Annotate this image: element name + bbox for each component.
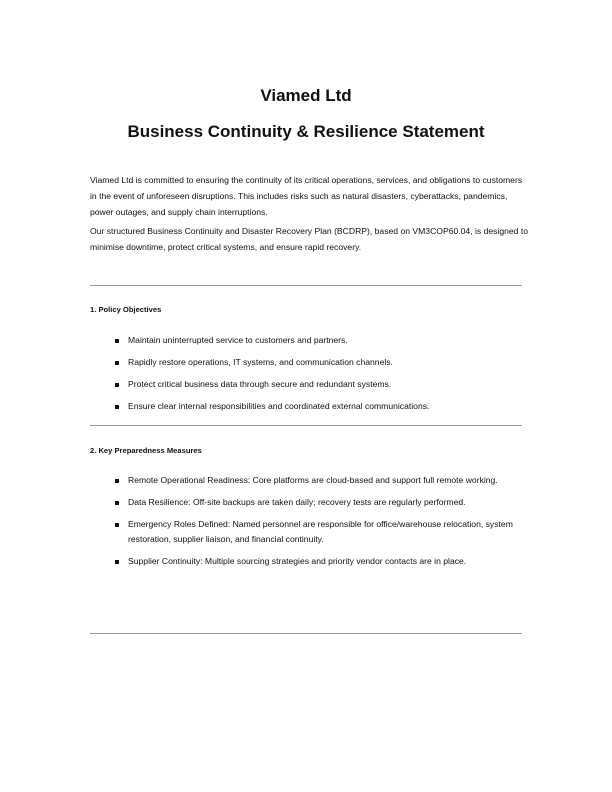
list-item: Protect critical business data through secure and redundant systems. bbox=[118, 377, 528, 392]
section-heading: 1. Policy Objectives bbox=[90, 305, 162, 314]
intro-paragraph: Our structured Business Continuity and Disaster Recovery Plan (BCDRP), based on VM3COP60.04, is designed to minimise downtime, protect critical systems, and ensure rapid recovery. bbox=[90, 226, 529, 252]
intro-paragraph: Viamed Ltd is committed to ensuring the continuity of its critical operations, services, and obligations to customers in the event of unforeseen disruptions. This includes risks such as natural disasters, cyberattacks, pandemics, power outages, and supply chain interruptions. bbox=[90, 175, 523, 217]
list-item: Rapidly restore operations, IT systems, and communication channels. bbox=[118, 355, 528, 370]
list-item: Maintain uninterrupted service to customers and partners. bbox=[118, 333, 528, 348]
divider bbox=[90, 633, 522, 634]
divider bbox=[90, 285, 522, 286]
list-item: Emergency Roles Defined: Named personnel are responsible for office/warehouse relocation, system restoration, supplier liaison, and financial continuity. bbox=[118, 517, 528, 547]
list-item: Data Resilience: Off-site backups are taken daily; recovery tests are regularly performed. bbox=[118, 495, 528, 510]
list-item: Ensure clear internal responsibilities and coordinated external communications. bbox=[118, 399, 528, 414]
document-subtitle: Business Continuity & Resilience Statement bbox=[127, 122, 485, 141]
policy-objectives-list bbox=[118, 333, 528, 421]
section-heading: 2. Key Preparedness Measures bbox=[90, 446, 202, 455]
preparedness-measures-list bbox=[118, 473, 528, 576]
document-title: Viamed Ltd bbox=[260, 86, 352, 105]
list-item: Remote Operational Readiness: Core platforms are cloud-based and support full remote working. bbox=[118, 473, 528, 488]
list-item: Supplier Continuity: Multiple sourcing strategies and priority vendor contacts are in place. bbox=[118, 554, 528, 569]
divider bbox=[90, 425, 522, 426]
